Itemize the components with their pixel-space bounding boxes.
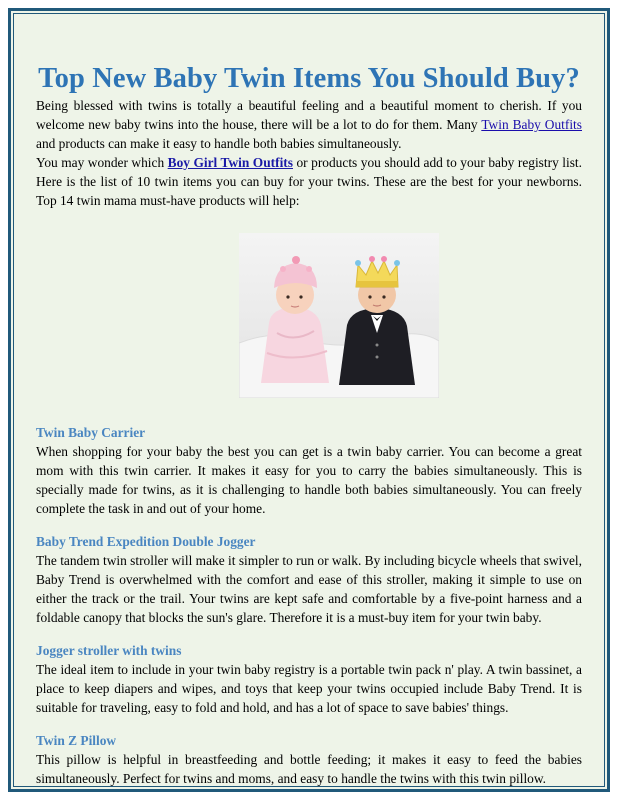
section-heading: Jogger stroller with twins	[36, 643, 182, 658]
boy-girl-twin-outfits-link[interactable]: Boy Girl Twin Outfits	[167, 155, 293, 170]
intro-paragraph	[36, 96, 582, 153]
section-double-jogger	[36, 532, 582, 627]
page-title: Top New Baby Twin Items You Should Buy?	[38, 63, 580, 94]
second-paragraph	[36, 153, 582, 210]
section-heading: Twin Baby Carrier	[36, 425, 146, 440]
section-text: The tandem twin stroller will make it simpler to run or walk. By including bicycle wheels that swivel, Baby Trend is overwhelmed with the comfort and ease of this stroller, making it simple to use on either the track or the trail. Your twins are kept safe and comfortable by a five-point harness and a foldable canopy that blocks the sun's glare. Therefore it is a must-buy item for your twin baby.	[36, 553, 582, 625]
intro-text-before: Being blessed with twins is totally a beautiful feeling and a beautiful moment to cherish. If you welcome new baby twins into the house, there will be a lot to do for them. Many	[36, 98, 582, 132]
intro-text-after: and products can make it easy to handle both babies simultaneously.	[36, 136, 402, 151]
section-heading: Twin Z Pillow	[36, 733, 117, 748]
document-content	[36, 62, 582, 788]
section-text: When shopping for your baby the best you can get is a twin baby carrier. You can become a great mom with this twin carrier. It makes it easy for you to carry the babies simultaneously. This is specially made for twins, as it is challenging to handle both babies simultaneously. You can freely complete the task in and out of your home.	[36, 444, 582, 516]
section-text: This pillow is helpful in breastfeeding and bottle feeding; it makes it easy to feed the babies simultaneously. Perfect for twins and moms, and easy to handle the twins with this twin pillow.	[36, 752, 582, 786]
second-text-after: or products you should add to your baby registry list. Here is the list of 10 twin items you can buy for your twins. These are the best for your newborns. Top 14 twin mama must-have products will help:	[36, 155, 582, 208]
section-text: The ideal item to include in your twin baby registry is a portable twin pack n' play. A twin bassinet, a place to keep diapers and wipes, and toys that keep your twins occupied include Baby Trend. It is suitable for traveling, easy to fold and hold, and has a lot of space to save babies' things.	[36, 662, 582, 715]
section-jogger-stroller	[36, 641, 582, 717]
second-text-before: You may wonder which	[36, 155, 168, 170]
section-twin-z-pillow	[36, 731, 582, 788]
twin-babies-photo	[239, 233, 439, 398]
section-heading: Baby Trend Expedition Double Jogger	[36, 534, 256, 549]
section-twin-baby-carrier	[36, 423, 582, 518]
twin-baby-outfits-link[interactable]: Twin Baby Outfits	[481, 117, 582, 132]
